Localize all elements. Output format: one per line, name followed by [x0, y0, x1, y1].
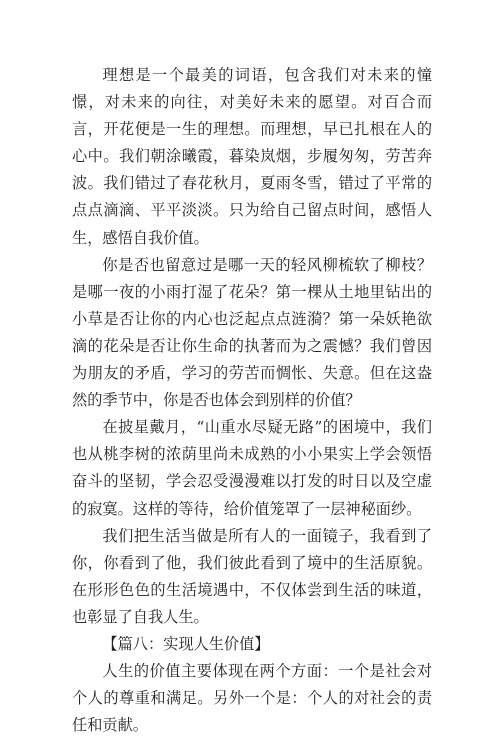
paragraph-ideal: 理想是一个最美的词语，包含我们对未来的憧憬，对未来的向往，对美好未来的愿望。对百合而言，开花便是一生的理想。而理想，早已扎根在人的心中。我们朝涂曦霞，暮染岚烟，步履匆匆，劳苦奔波。我们错过了春花秋月，夏雨冬雪，错过了平常的点点滴滴、平平淡淡。只为给自己留点时间，感悟人生，感悟自我价值。: [72, 66, 432, 247]
section-heading: 【篇八：实现人生价值】: [102, 634, 270, 653]
paragraph-seasons: 你是否也留意过是哪一天的轻风柳梳软了柳枝？是哪一夜的小雨打湿了花朵？第一棵从土地里钻出的小草是否让你的内心也泛起点点涟漪？第一朵妖艳欲滴的花朵是否让你生命的执著而为之震憾？我们曾因为朋友的矛盾，学习的劳苦而惆怅、失意。但在这盎然的季节中，你是否也体会到别样的价值？: [72, 255, 432, 410]
paragraph-life-value: 人生的价值主要体现在两个方面：一个是社会对个人的尊重和满足。另外一个是：个人的对社会的责任和贡献。: [72, 662, 432, 735]
paragraph-mirror: 我们把生活当做是所有人的一面镜子，我看到了你，你看到了他，我们彼此看到了境中的生活原貌。在形形色色的生活境遇中，不仅体尝到生活的味道，也彰显了自我人生。: [72, 526, 432, 626]
paragraph-hardship: 在披星戴月，“山重水尽疑无路”的困境中，我们也从桃李树的浓荫里尚未成熟的小小果实上学会领悟奋斗的坚韧，学会忍受漫漫难以打发的时日以及空虚的寂寞。这样的等待，给价值笼罩了一层神秘面纱。: [72, 418, 432, 518]
article-body: [72, 62, 432, 739]
